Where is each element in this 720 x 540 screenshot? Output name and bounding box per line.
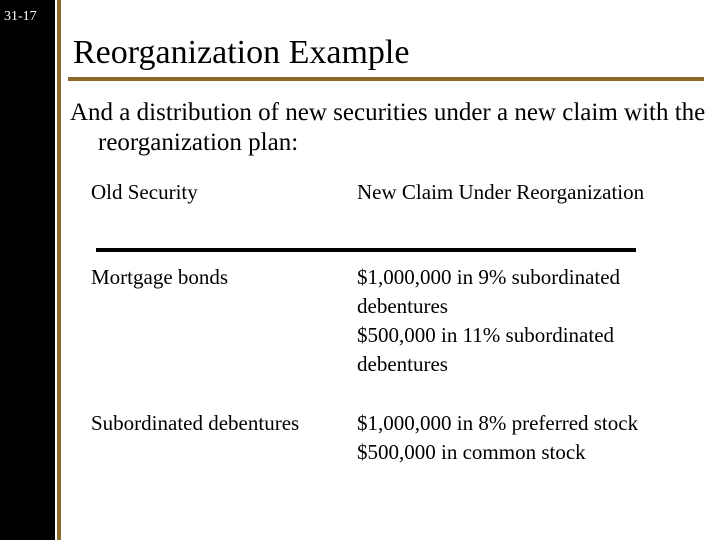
- header-old-security: Old Security: [91, 180, 198, 204]
- row-2-new-claim-line: $1,000,000 in 8% preferred stock: [357, 411, 639, 435]
- left-sidebar-bar: [0, 0, 55, 540]
- slide-number: 31-17: [4, 9, 37, 24]
- header-new-claim: New Claim Under Reorganization: [357, 180, 645, 204]
- row-1-old-security: Mortgage bonds: [91, 265, 229, 289]
- row-1-new-claim-line: $1,000,000 in 9% subordinated: [357, 265, 621, 289]
- title-underline: [68, 77, 704, 81]
- left-accent-rule: [57, 0, 61, 540]
- row-1-new-claim-line: debentures: [357, 294, 448, 318]
- row-1-new-claim: [357, 263, 620, 379]
- row-1-new-claim-line: $500,000 in 11% subordinated: [357, 323, 615, 347]
- header-divider: [96, 248, 636, 252]
- row-1-new-claim-line: debentures: [357, 352, 448, 376]
- row-2-new-claim-line: $500,000 in common stock: [357, 440, 586, 464]
- row-2-old-security: Subordinated debentures: [91, 411, 300, 435]
- intro-text: And a distribution of new securities under a new claim with the reorganization plan:: [70, 99, 706, 156]
- slide-title: Reorganization Example: [73, 34, 410, 71]
- row-2-new-claim: [357, 409, 638, 467]
